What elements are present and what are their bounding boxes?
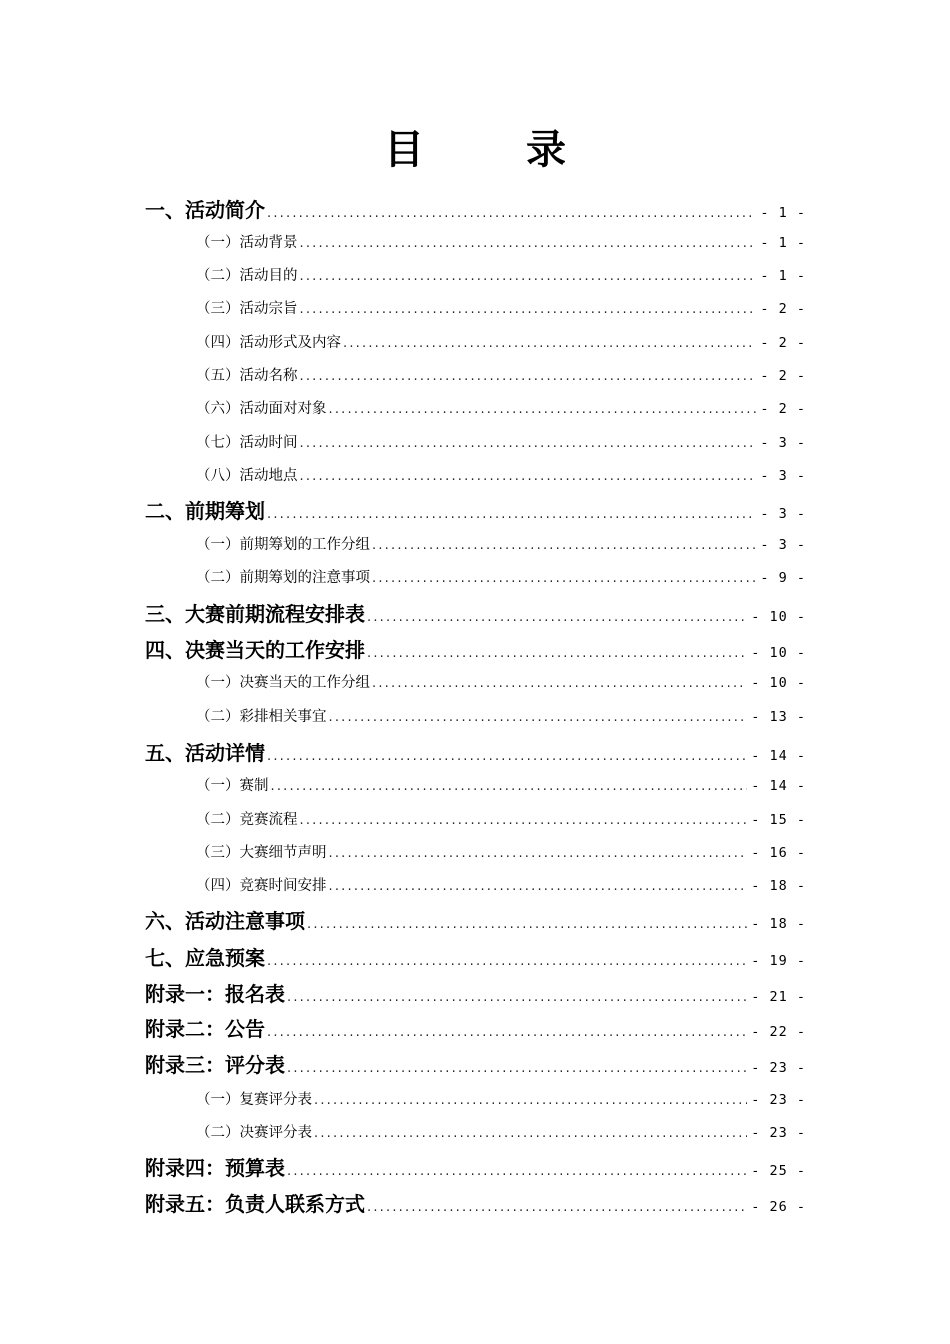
- toc-entry-chapter[interactable]: [145, 1190, 806, 1218]
- toc-dot-leader: [287, 984, 747, 1012]
- toc-entry-section[interactable]: [196, 567, 806, 589]
- toc-dot-leader: [329, 843, 748, 865]
- toc-entry-label: （八）活动地点: [196, 468, 298, 484]
- toc-dot-leader: [307, 911, 747, 939]
- toc-entry-page-number: - 2 -: [760, 401, 806, 417]
- toc-entry-label: （一）决赛当天的工作分组: [196, 675, 370, 691]
- toc-entry-label: （一）赛制: [196, 778, 269, 794]
- toc-dot-leader: [367, 1194, 747, 1222]
- toc-entry-section[interactable]: [196, 875, 806, 897]
- toc-dot-leader: [267, 200, 756, 228]
- toc-entry-page-number: - 23 -: [751, 1092, 806, 1108]
- toc-entry-label: 四、决赛当天的工作安排: [145, 638, 365, 662]
- toc-entry-label: （二）竞赛流程: [196, 812, 298, 828]
- toc-entry-label: （二）决赛评分表: [196, 1125, 312, 1141]
- toc-entry-page-number: - 3 -: [760, 435, 806, 451]
- toc-entry-page-number: - 15 -: [751, 812, 806, 828]
- toc-entry-page-number: - 16 -: [751, 845, 806, 861]
- toc-dot-leader: [367, 640, 747, 668]
- toc-dot-leader: [300, 433, 757, 455]
- toc-entry-section[interactable]: [196, 1122, 806, 1144]
- toc-dot-leader: [372, 568, 756, 590]
- toc-dot-leader: [300, 299, 757, 321]
- toc-entry-section[interactable]: [196, 672, 806, 694]
- toc-dot-leader: [343, 333, 756, 355]
- toc-dot-leader: [267, 743, 747, 771]
- toc-dot-leader: [287, 1055, 747, 1083]
- toc-entry-page-number: - 10 -: [751, 609, 806, 625]
- toc-entry-page-number: - 23 -: [751, 1125, 806, 1141]
- toc-entry-page-number: - 10 -: [751, 645, 806, 661]
- toc-entry-label: 附录五：负责人联系方式: [145, 1192, 365, 1216]
- toc-entry-page-number: - 26 -: [751, 1199, 806, 1215]
- toc-entry-page-number: - 2 -: [760, 335, 806, 351]
- toc-entry-label: （三）活动宗旨: [196, 301, 298, 317]
- toc-entry-label: （四）竞赛时间安排: [196, 878, 327, 894]
- toc-entry-chapter[interactable]: [145, 636, 806, 664]
- toc-entry-page-number: - 2 -: [760, 368, 806, 384]
- toc-entry-label: （一）前期筹划的工作分组: [196, 537, 370, 553]
- toc-entry-label: （二）前期筹划的注意事项: [196, 570, 370, 586]
- toc-entry-page-number: - 13 -: [751, 709, 806, 725]
- toc-entry-label: 附录三：评分表: [145, 1053, 285, 1077]
- toc-entry-label: （七）活动时间: [196, 435, 298, 451]
- page-title: 目 录: [384, 127, 610, 173]
- toc-dot-leader: [314, 1123, 747, 1145]
- toc-entry-section[interactable]: [196, 534, 806, 556]
- toc-entry-page-number: - 1 -: [760, 235, 806, 251]
- toc-entry-label: 五、活动详情: [145, 741, 265, 765]
- toc-entry-label: 附录二：公告: [145, 1017, 265, 1041]
- toc-entry-page-number: - 1 -: [760, 205, 806, 221]
- toc-entry-chapter[interactable]: [145, 1154, 806, 1182]
- toc-dot-leader: [367, 604, 747, 632]
- toc-dot-leader: [372, 535, 756, 557]
- toc-entry-page-number: - 25 -: [751, 1163, 806, 1179]
- toc-dot-leader: [300, 233, 757, 255]
- toc-entry-section[interactable]: [196, 432, 806, 454]
- toc-entry-label: （四）活动形式及内容: [196, 335, 341, 351]
- toc-entry-label: （一）复赛评分表: [196, 1092, 312, 1108]
- toc-entry-page-number: - 1 -: [760, 268, 806, 284]
- toc-entry-label: （二）活动目的: [196, 268, 298, 284]
- toc-entry-chapter[interactable]: [145, 980, 806, 1008]
- toc-entry-page-number: - 9 -: [760, 570, 806, 586]
- toc-entry-chapter[interactable]: [145, 497, 806, 525]
- toc-dot-leader: [300, 810, 748, 832]
- toc-entry-label: 附录一：报名表: [145, 982, 285, 1006]
- toc-entry-chapter[interactable]: [145, 600, 806, 628]
- toc-entry-label: 七、应急预案: [145, 946, 265, 970]
- toc-entry-chapter[interactable]: [145, 944, 806, 972]
- toc-dot-leader: [267, 1019, 747, 1047]
- toc-dot-leader: [267, 501, 756, 529]
- toc-entry-page-number: - 19 -: [751, 953, 806, 969]
- toc-entry-section[interactable]: [196, 398, 806, 420]
- toc-dot-leader: [271, 776, 748, 798]
- toc-entry-page-number: - 14 -: [751, 748, 806, 764]
- toc-entry-section[interactable]: [196, 265, 806, 287]
- toc-entry-section[interactable]: [196, 365, 806, 387]
- toc-entry-section[interactable]: [196, 332, 806, 354]
- toc-dot-leader: [329, 707, 748, 729]
- toc-entry-label: （一）活动背景: [196, 235, 298, 251]
- toc-dot-leader: [329, 876, 748, 898]
- toc-dot-leader: [287, 1158, 747, 1186]
- toc-entry-page-number: - 18 -: [751, 916, 806, 932]
- toc-entry-label: 六、活动注意事项: [145, 909, 305, 933]
- toc-dot-leader: [314, 1090, 747, 1112]
- toc-entry-section[interactable]: [196, 809, 806, 831]
- toc-entry-chapter[interactable]: [145, 196, 806, 224]
- toc-entry-label: 二、前期筹划: [145, 499, 265, 523]
- toc-dot-leader: [329, 399, 757, 421]
- toc-entry-chapter[interactable]: [145, 739, 806, 767]
- toc-entry-label: 一、活动简介: [145, 198, 265, 222]
- toc-entry-section[interactable]: [196, 775, 806, 797]
- toc-entry-label: （三）大赛细节声明: [196, 845, 327, 861]
- toc-entry-label: （六）活动面对对象: [196, 401, 327, 417]
- toc-entry-chapter[interactable]: [145, 1015, 806, 1043]
- toc-entry-section[interactable]: [196, 232, 806, 254]
- toc-entry-section[interactable]: [196, 706, 806, 728]
- toc-entry-page-number: - 14 -: [751, 778, 806, 794]
- toc-entry-chapter[interactable]: [145, 907, 806, 935]
- toc-dot-leader: [267, 948, 747, 976]
- toc-entry-section[interactable]: [196, 465, 806, 487]
- toc-entry-page-number: - 23 -: [751, 1060, 806, 1076]
- toc-entry-label: （二）彩排相关事宜: [196, 709, 327, 725]
- toc-entry-section[interactable]: [196, 842, 806, 864]
- toc-entry-section[interactable]: [196, 298, 806, 320]
- toc-entry-page-number: - 22 -: [751, 1024, 806, 1040]
- toc-entry-page-number: - 18 -: [751, 878, 806, 894]
- toc-entry-page-number: - 3 -: [760, 537, 806, 553]
- toc-entry-page-number: - 2 -: [760, 301, 806, 317]
- toc-entry-page-number: - 3 -: [760, 506, 806, 522]
- toc-entry-label: 附录四：预算表: [145, 1156, 285, 1180]
- toc-entry-label: （五）活动名称: [196, 368, 298, 384]
- toc-entry-page-number: - 3 -: [760, 468, 806, 484]
- toc-dot-leader: [300, 366, 757, 388]
- toc-entry-page-number: - 21 -: [751, 989, 806, 1005]
- toc-dot-leader: [300, 266, 757, 288]
- toc-entry-chapter[interactable]: [145, 1051, 806, 1079]
- toc-entry-label: 三、大赛前期流程安排表: [145, 602, 365, 626]
- toc-dot-leader: [372, 673, 747, 695]
- toc-entry-section[interactable]: [196, 1089, 806, 1111]
- toc-dot-leader: [300, 466, 757, 488]
- toc-entry-page-number: - 10 -: [751, 675, 806, 691]
